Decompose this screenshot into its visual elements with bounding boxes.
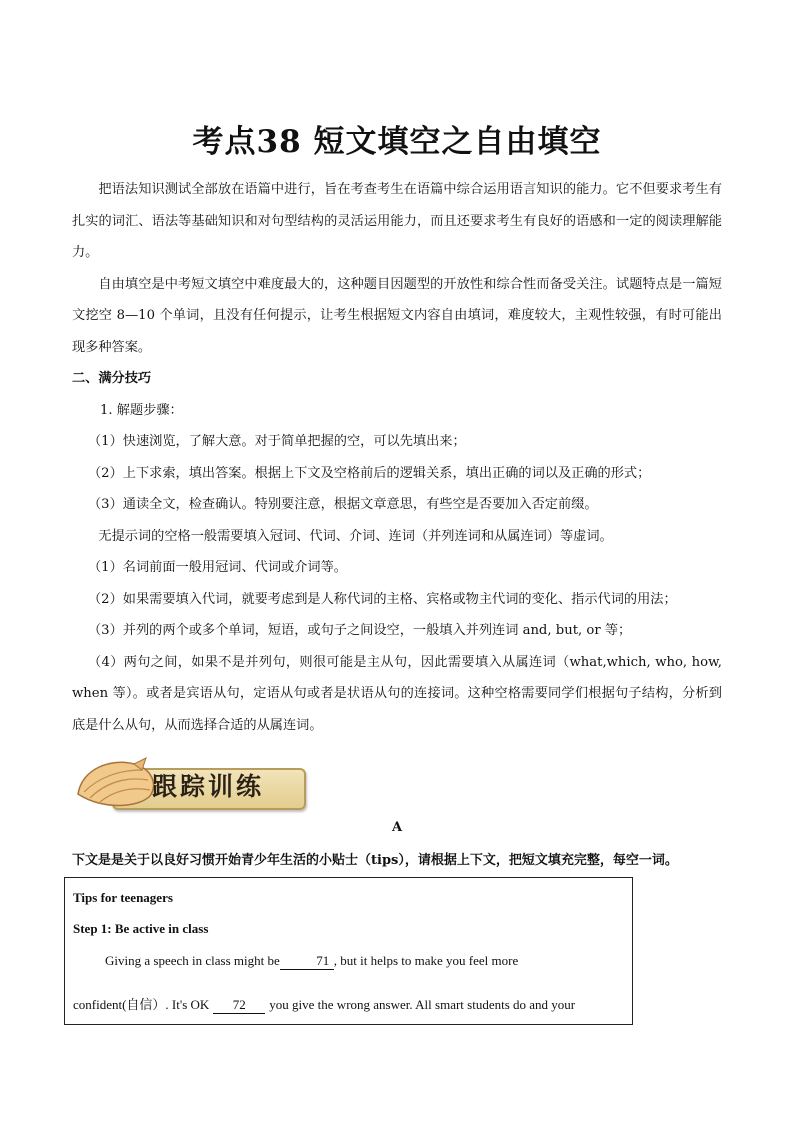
- section-heading-tips: 二、满分技巧: [72, 371, 152, 386]
- hint-item-3: （3）并列的两个或多个单词，短语，或句子之间设空，一般填入并列连词 and, but, or 等；: [88, 623, 632, 638]
- step-item-3: （3）通读全文，检查确认。特别要注意，根据文章意思，有些空是否要加入否定前缀。: [88, 497, 598, 512]
- page-title: 考点38 短文填空之自由填空: [192, 124, 602, 160]
- intro-paragraph-2: 自由填空是中考短文填空中难度最大的，这种题目因题型的开放性和综合性而备受关注。试题特点是一篇短文挖空 8—10 个单词，且没有任何提示，让考生根据短文内容自由填词，难度较大，主观性较强，有时可能出现多种答案。: [72, 276, 722, 355]
- blank-71[interactable]: 71: [280, 953, 334, 970]
- passage-line-1: [73, 953, 624, 970]
- passage-line-2-end: you give the wrong answer. All smart students do and your: [269, 997, 576, 1012]
- banner-label: 跟踪训练: [152, 772, 265, 801]
- seashell-icon: [72, 754, 162, 812]
- hint-item-1: （1）名词前面一般用冠词、代词或介词等。: [88, 560, 347, 575]
- passage-step1-heading: Step 1: Be active in class: [73, 921, 209, 936]
- passage-line-1-start: Giving a speech in class might be: [105, 953, 280, 968]
- instruction-text: 下文是是关于以良好习惯开始青少年生活的小贴士（tips），请根据上下文，把短文填充完整，每空一词。: [72, 853, 678, 868]
- step-item-2: （2）上下求索，填出答案。根据上下文及空格前后的逻辑关系，填出正确的词以及正确的形式；: [88, 465, 651, 481]
- intro-paragraph-1: 把语法知识测试全部放在语篇中进行，旨在考查考生在语篇中综合运用语言知识的能力。它不但要求考生有扎实的词汇、语法等基础知识和对句型结构的灵活运用能力，而且还要求考生有良好的语感和一定的阅读理解能力。: [72, 182, 722, 260]
- passage-box: [64, 877, 633, 1025]
- passage-title: Tips for teenagers: [73, 890, 173, 905]
- steps-title: 1. 解题步骤：: [100, 402, 183, 418]
- passage-line-2-start: confident(自信）. It's OK: [73, 997, 210, 1012]
- intro-section: [72, 174, 722, 741]
- hint-item-2: （2）如果需要填入代词，就要考虑到是人称代词的主格、宾格或物主代词的变化、指示代词的用法；: [88, 591, 677, 607]
- passage-line-2: [73, 994, 624, 1014]
- hint-item-4: （4）两句之间，如果不是并列句，则很可能是主从句，因此需要填入从属连词（what,which, who, how, when 等）。或者是宾语从句，定语从句或者是状语从句的连接词。这种空格需要同学们根据句子结构，分析到底是什么从句，从而选择合适的从属连词。: [72, 654, 722, 733]
- passage-line-1-end: , but it helps to make you feel more: [333, 953, 519, 968]
- step-item-1: （1）快速浏览，了解大意。对于简单把握的空，可以先填出来；: [88, 434, 466, 449]
- no-hint-paragraph: 无提示词的空格一般需要填入冠词、代词、介词、连词（并列连词和从属连词）等虚词。: [98, 528, 613, 544]
- practice-banner: [72, 754, 304, 812]
- blank-72[interactable]: 72: [213, 997, 265, 1014]
- section-letter: A: [391, 820, 403, 835]
